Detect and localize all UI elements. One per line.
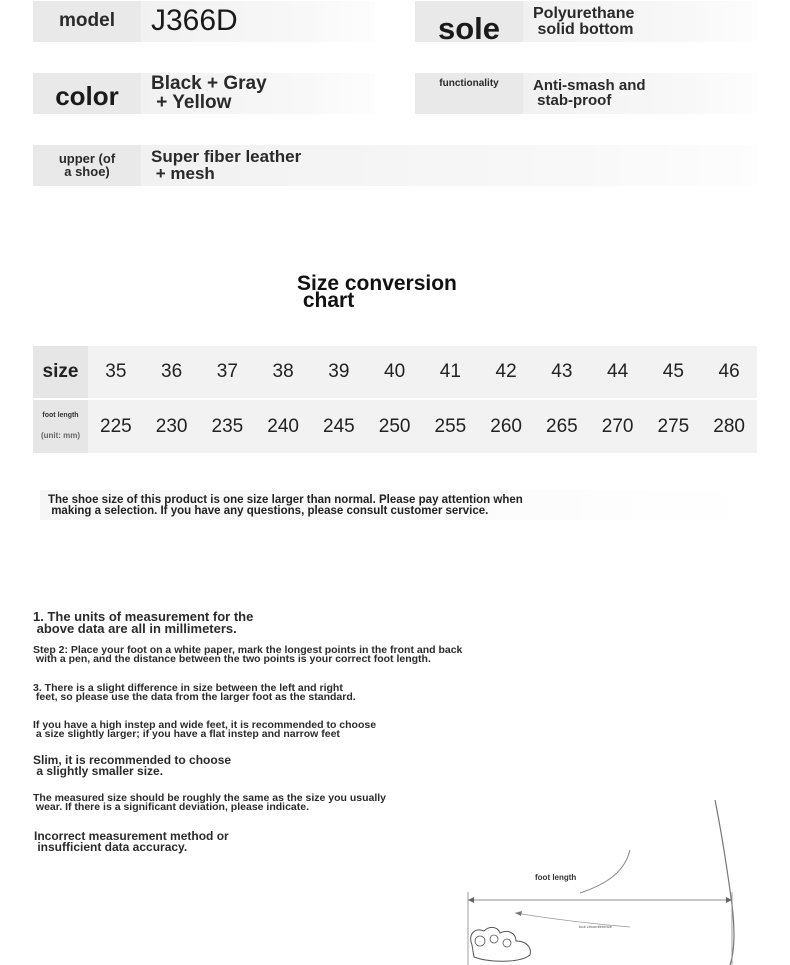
- foot-length-label: foot length: [535, 873, 577, 882]
- spec-model-label: model: [33, 1, 141, 42]
- spec-color-value: Black + Gray + Yellow: [141, 73, 375, 114]
- note-incorrect-measurement: Incorrect measurement method or insufficient data accuracy.: [34, 829, 229, 854]
- spec-model-value: J366D: [141, 1, 375, 42]
- spec-sole: [415, 1, 757, 46]
- foot-length-unit: (unit: mm): [40, 430, 81, 440]
- note-instep: If you have a high instep and wide feet, it is recommended to choose a size slightly larger; if you have a flat instep and narrow feet: [33, 719, 377, 741]
- foot-length-cell: 255: [423, 399, 479, 454]
- spec-model: [33, 1, 375, 42]
- foot-length-cell: 240: [255, 399, 311, 454]
- foot-length-header-label: foot length: [42, 412, 79, 420]
- size-cell: 40: [367, 346, 423, 399]
- size-header: size: [33, 346, 88, 399]
- size-cell: 37: [200, 346, 256, 399]
- spec-upper: [33, 145, 757, 186]
- foot-length-cell: 265: [534, 399, 590, 454]
- note-slim: Slim, it is recommended to choose a slightly smaller size.: [33, 753, 232, 778]
- size-cell: 45: [646, 346, 702, 399]
- note-units: 1. The units of measurement for the above data are all in millimeters.: [33, 609, 254, 636]
- size-cell: 42: [478, 346, 534, 399]
- foot-length-cell: 250: [367, 399, 423, 454]
- size-conversion-table: [33, 346, 757, 455]
- spec-functionality-value: Anti-smash and stab-proof: [523, 73, 757, 114]
- foot-length-cell: 245: [311, 399, 367, 454]
- foot-length-cell: 230: [144, 399, 200, 454]
- spec-color: [33, 73, 375, 114]
- spec-functionality: [415, 73, 757, 114]
- foot-length-cell: 235: [200, 399, 256, 454]
- foot-length-cell: 280: [701, 399, 757, 454]
- spec-sole-value: Polyurethane solid bottom: [523, 1, 757, 42]
- size-cell: 39: [311, 346, 367, 399]
- foot-length-cell: 270: [590, 399, 646, 454]
- size-cell: 44: [590, 346, 646, 399]
- note-deviation: The measured size should be roughly the same as the size you usually wear. If there is a significant deviation, please indicate.: [33, 792, 387, 814]
- size-cell: 36: [144, 346, 200, 399]
- foot-length-cell: 260: [478, 399, 534, 454]
- foot-circumference-label: foot circumference: [579, 924, 612, 929]
- size-cell: 43: [534, 346, 590, 399]
- size-cell: 41: [423, 346, 479, 399]
- spec-functionality-label: functionality: [415, 73, 523, 114]
- foot-length-cell: 225: [88, 399, 144, 454]
- foot-length-row: [33, 399, 757, 454]
- size-notice: The shoe size of this product is one size larger than normal. Please pay attention when making a selection. If you have any questions, please consult customer service.: [40, 490, 752, 520]
- spec-upper-label: upper (of a shoe): [33, 145, 141, 186]
- spec-color-label: color: [33, 73, 141, 114]
- size-row: [33, 346, 757, 399]
- foot-length-header: [33, 399, 88, 454]
- spec-upper-value: Super fiber leather + mesh: [141, 145, 757, 186]
- note-step-2: Step 2: Place your foot on a white paper, mark the longest points in the front and back with a pen, and the distance between the two points is your correct foot length.: [33, 644, 463, 666]
- foot-measurement-diagram: [460, 795, 790, 965]
- size-cell: 35: [88, 346, 144, 399]
- spec-sole-label: sole: [415, 1, 523, 42]
- note-left-right: 3. There is a slight difference in size between the left and right feet, so please use the data from the larger foot as the standard.: [33, 682, 356, 704]
- size-cell: 46: [701, 346, 757, 399]
- foot-outline-illustration: [460, 795, 790, 965]
- size-cell: 38: [255, 346, 311, 399]
- size-chart-title: Size conversion chart: [297, 272, 457, 313]
- foot-length-cell: 275: [646, 399, 702, 454]
